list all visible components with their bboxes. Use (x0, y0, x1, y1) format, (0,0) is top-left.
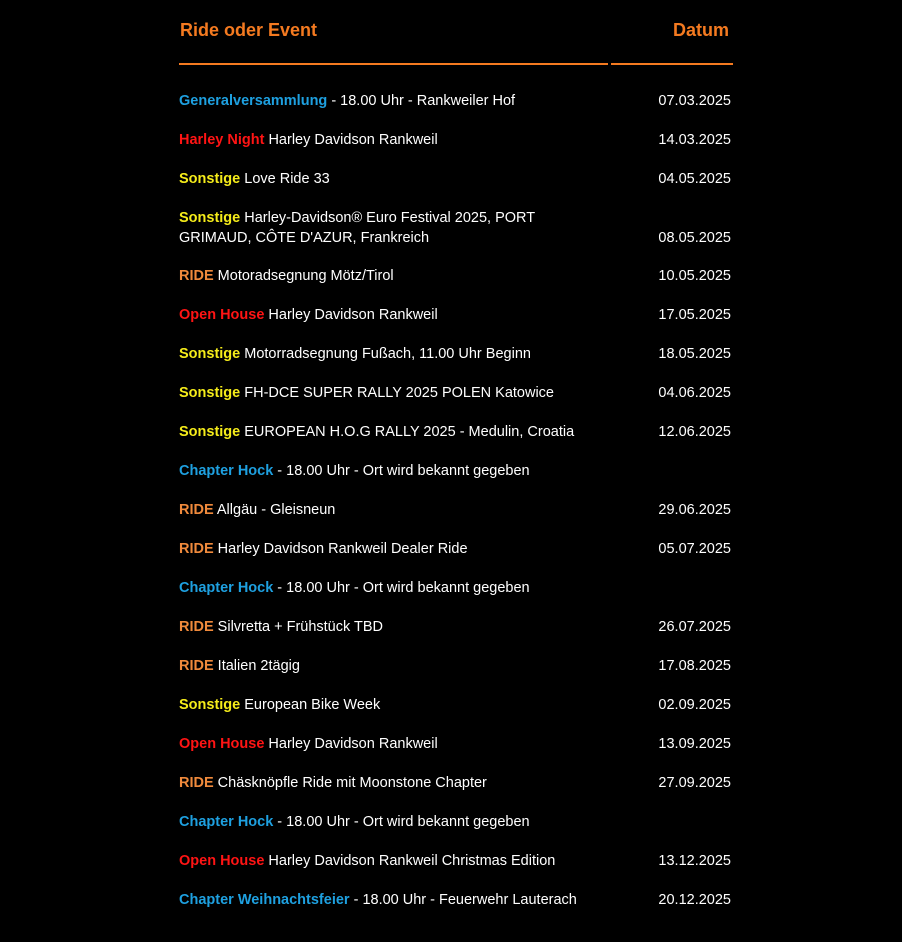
event-cell (179, 305, 579, 325)
event-description: Italien 2tägig (213, 658, 300, 674)
event-cell (179, 695, 579, 715)
event-date: 13.12.2025 (658, 853, 731, 869)
event-category: Chapter Hock (179, 814, 274, 830)
event-category: Open House (179, 853, 265, 869)
event-row (179, 578, 734, 617)
event-cell (179, 539, 579, 559)
event-category: Generalversammlung (179, 93, 328, 109)
event-date: 29.06.2025 (658, 502, 731, 518)
event-cell (179, 130, 579, 150)
event-cell (179, 383, 579, 403)
event-cell (179, 91, 579, 111)
events-table (179, 0, 734, 908)
event-row (179, 344, 734, 383)
event-category: RIDE (179, 775, 214, 791)
event-cell (179, 344, 579, 364)
event-date: 14.03.2025 (658, 132, 731, 148)
event-cell (179, 169, 579, 189)
event-date: 04.06.2025 (658, 385, 731, 401)
event-category: Chapter Hock (179, 463, 274, 479)
event-category: Sonstige (179, 385, 241, 401)
event-row (179, 617, 734, 656)
event-description: Love Ride 33 (240, 171, 330, 187)
event-date: 08.05.2025 (658, 230, 731, 246)
event-description: EUROPEAN H.O.G RALLY 2025 - Medulin, Croatia (240, 424, 575, 440)
event-date: 20.12.2025 (658, 892, 731, 908)
event-description: FH-DCE SUPER RALLY 2025 POLEN Katowice (240, 385, 554, 401)
event-cell (179, 812, 579, 832)
event-description: Harley Davidson Rankweil Dealer Ride (213, 541, 468, 557)
event-category: Open House (179, 736, 265, 752)
event-description: Motoradsegnung Mötz/Tirol (213, 268, 394, 284)
event-row (179, 695, 734, 734)
table-header (179, 0, 734, 67)
event-cell (179, 734, 579, 754)
event-cell (179, 422, 579, 442)
event-row (179, 422, 734, 461)
event-date: 13.09.2025 (658, 736, 731, 752)
event-row (179, 305, 734, 344)
event-row (179, 656, 734, 695)
event-description: European Bike Week (240, 697, 381, 713)
event-description: - 18.00 Uhr - Ort wird bekannt gegeben (273, 580, 530, 596)
event-category: Sonstige (179, 210, 241, 226)
event-row (179, 383, 734, 422)
event-description: - 18.00 Uhr - Rankweiler Hof (327, 93, 516, 109)
event-description: Silvretta + Frühstück TBD (213, 619, 384, 635)
event-description: Harley Davidson Rankweil Christmas Edition (264, 853, 556, 869)
event-row (179, 169, 734, 208)
event-date: 26.07.2025 (658, 619, 731, 635)
event-date: 02.09.2025 (658, 697, 731, 713)
header-divider-event (179, 63, 608, 65)
event-date: 17.05.2025 (658, 307, 731, 323)
event-cell (179, 461, 579, 481)
event-row (179, 812, 734, 851)
column-header-event: Ride oder Event (180, 20, 318, 40)
event-date: 07.03.2025 (658, 93, 731, 109)
event-row (179, 266, 734, 305)
event-description: Motorradsegnung Fußach, 11.00 Uhr Beginn (240, 346, 531, 362)
event-cell (179, 656, 579, 676)
event-row (179, 130, 734, 169)
event-cell (179, 208, 579, 248)
event-category: Sonstige (179, 171, 241, 187)
event-cell (179, 578, 579, 598)
header-divider-date (611, 63, 733, 65)
event-description: Harley Davidson Rankweil (264, 132, 438, 148)
event-category: Sonstige (179, 697, 241, 713)
event-cell (179, 266, 579, 286)
event-description: - 18.00 Uhr - Ort wird bekannt gegeben (273, 814, 530, 830)
event-category: RIDE (179, 268, 214, 284)
event-date: 27.09.2025 (658, 775, 731, 791)
event-category: Sonstige (179, 346, 241, 362)
event-list (179, 91, 734, 929)
event-row (179, 890, 734, 929)
event-description: Harley Davidson Rankweil (264, 307, 438, 323)
event-category: Harley Night (179, 132, 265, 148)
event-description: Harley-Davidson® Euro Festival 2025, PORT GRIMAUD, CÔTE D'AZUR, Frankreich (179, 210, 535, 246)
event-category: Sonstige (179, 424, 241, 440)
event-row (179, 208, 734, 266)
event-category: RIDE (179, 541, 214, 557)
event-date: 05.07.2025 (658, 541, 731, 557)
event-cell (179, 500, 579, 520)
event-category: RIDE (179, 619, 214, 635)
event-description: - 18.00 Uhr - Feuerwehr Lauterach (349, 892, 577, 908)
event-cell (179, 851, 579, 871)
event-description: Harley Davidson Rankweil (264, 736, 438, 752)
event-category: Chapter Hock (179, 580, 274, 596)
event-row (179, 500, 734, 539)
event-cell (179, 773, 579, 793)
event-row (179, 773, 734, 812)
event-date: 10.05.2025 (658, 268, 731, 284)
event-category: RIDE (179, 658, 214, 674)
event-date: 04.05.2025 (658, 171, 731, 187)
column-header-date: Datum (672, 20, 729, 40)
event-date: 17.08.2025 (658, 658, 731, 674)
event-row (179, 461, 734, 500)
event-description: - 18.00 Uhr - Ort wird bekannt gegeben (273, 463, 530, 479)
event-row (179, 539, 734, 578)
event-date: 12.06.2025 (658, 424, 731, 440)
event-category: Open House (179, 307, 265, 323)
event-category: RIDE (179, 502, 214, 518)
event-description: Chäsknöpfle Ride mit Moonstone Chapter (213, 775, 487, 791)
event-description: Allgäu - Gleisneun (213, 502, 336, 518)
event-row (179, 851, 734, 890)
event-cell (179, 617, 579, 637)
event-row (179, 91, 734, 130)
event-row (179, 734, 734, 773)
event-cell (179, 890, 579, 910)
event-date: 18.05.2025 (658, 346, 731, 362)
event-category: Chapter Weihnachtsfeier (179, 892, 350, 908)
